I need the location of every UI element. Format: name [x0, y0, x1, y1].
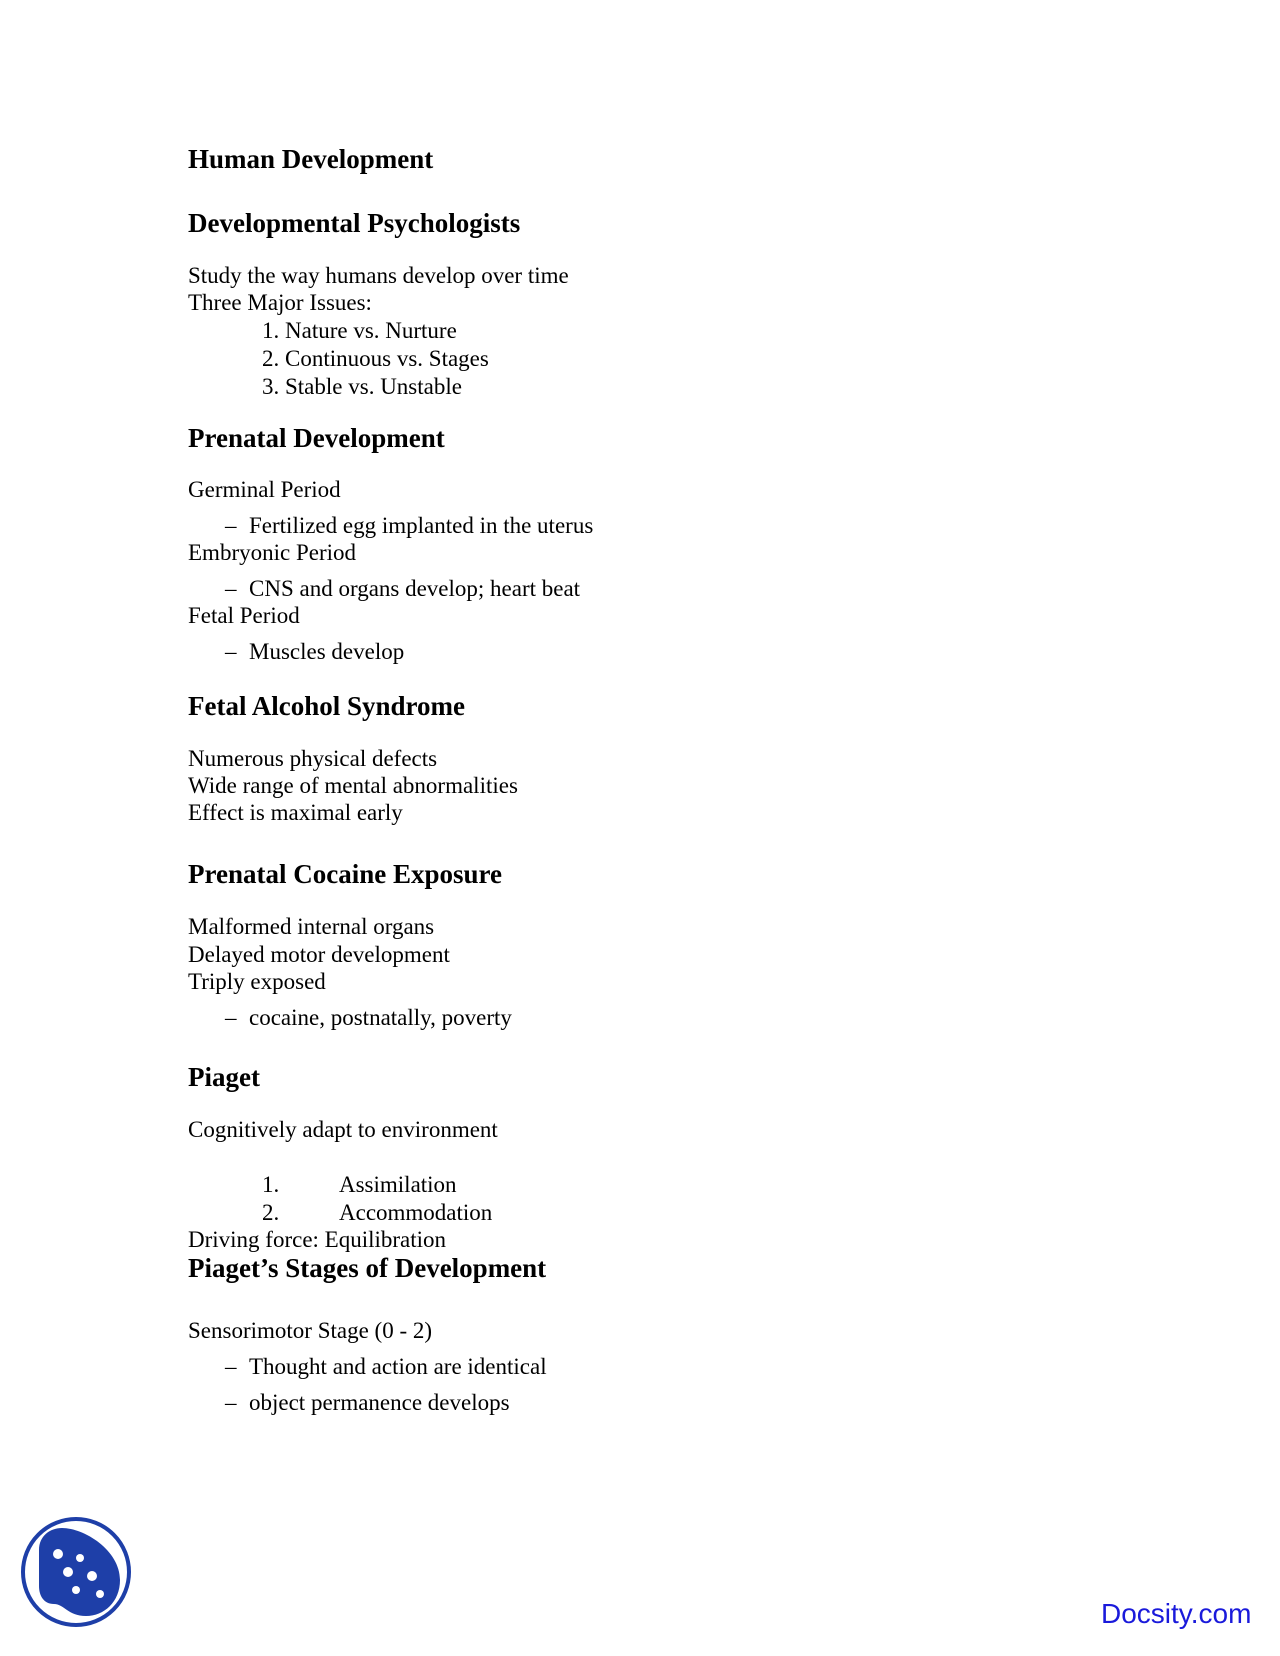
docsity-link[interactable]: Docsity.com — [1101, 1598, 1252, 1629]
body-line: Cognitively adapt to environment — [188, 1117, 498, 1142]
dash-item — [225, 1004, 512, 1032]
docsity-logo-icon[interactable] — [20, 1516, 132, 1628]
dash-mark: – — [225, 513, 237, 538]
dash-text: Thought and action are identical — [249, 1354, 547, 1379]
numbered-marker: 2. — [262, 1200, 280, 1225]
section-heading: Prenatal Cocaine Exposure — [188, 859, 502, 889]
dash-mark: – — [225, 576, 237, 601]
dash-item — [225, 512, 593, 540]
body-line: Three Major Issues: — [188, 290, 372, 315]
body-line: Effect is maximal early — [188, 800, 403, 825]
body-line: Study the way humans develop over time — [188, 263, 569, 288]
dash-mark: – — [225, 1005, 237, 1030]
dash-text: object permanence develops — [249, 1390, 510, 1415]
dash-item — [225, 575, 580, 603]
dash-mark: – — [225, 1354, 237, 1379]
section-heading: Piaget’s Stages of Development — [188, 1253, 547, 1283]
document-title: Human Development — [188, 144, 434, 174]
dash-item — [225, 1389, 510, 1417]
section-heading: Prenatal Development — [188, 423, 445, 453]
dash-mark: – — [225, 639, 237, 664]
dash-item — [225, 638, 404, 666]
numbered-item: Accommodation — [339, 1200, 493, 1225]
body-line: Numerous physical defects — [188, 746, 438, 771]
body-line: Driving force: Equilibration — [188, 1227, 447, 1252]
body-line: Triply exposed — [188, 969, 326, 994]
numbered-item: 1. Nature vs. Nurture — [262, 318, 457, 343]
body-line: Sensorimotor Stage (0 - 2) — [188, 1318, 433, 1343]
numbered-item: 2. Continuous vs. Stages — [262, 346, 489, 371]
period-label: Germinal Period — [188, 477, 341, 502]
body-line: Wide range of mental abnormalities — [188, 773, 518, 798]
dash-item — [225, 1353, 547, 1381]
dash-text: CNS and organs develop; heart beat — [249, 576, 581, 601]
numbered-item: 3. Stable vs. Unstable — [262, 374, 462, 399]
numbered-item: Assimilation — [339, 1172, 457, 1197]
body-line: Malformed internal organs — [188, 914, 435, 939]
dash-mark: – — [225, 1390, 237, 1415]
dash-text: cocaine, postnatally, poverty — [249, 1005, 512, 1030]
body-line: Delayed motor development — [188, 942, 450, 967]
section-heading: Developmental Psychologists — [188, 208, 521, 238]
period-label: Fetal Period — [188, 603, 300, 628]
period-label: Embryonic Period — [188, 540, 356, 565]
dash-text: Fertilized egg implanted in the uterus — [249, 513, 594, 538]
numbered-marker: 1. — [262, 1172, 280, 1197]
section-heading: Fetal Alcohol Syndrome — [188, 691, 466, 721]
dash-text: Muscles develop — [249, 639, 405, 664]
section-heading: Piaget — [188, 1062, 260, 1092]
